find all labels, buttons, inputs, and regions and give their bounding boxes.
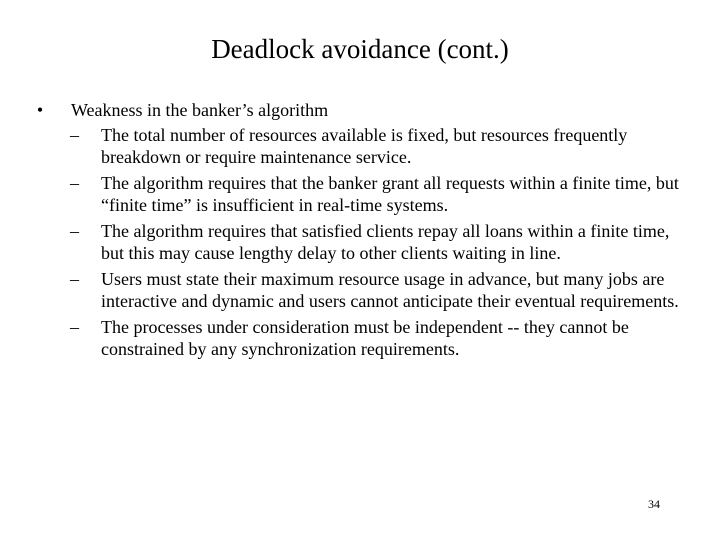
bullet-list [30, 99, 700, 364]
dash-marker: – [70, 220, 79, 241]
sub-bullet-text: The processes under consideration must be independent -- they cannot be constrained by any synchronization requirements. [101, 316, 629, 359]
sub-bullet-list [30, 124, 700, 361]
dash-marker: – [70, 268, 79, 289]
dash-marker: – [70, 172, 79, 193]
slide-title: Deadlock avoidance (cont.) [211, 34, 509, 64]
sub-bullet-repay-loans [30, 220, 691, 265]
main-bullet-text: Weakness in the banker’s algorithm [71, 100, 329, 120]
sub-bullet-maximum-usage [30, 268, 691, 313]
sub-bullet-independent-processes [30, 316, 691, 361]
sub-bullet-text: Users must state their maximum resource usage in advance, but many jobs are interactive and dynamic and users cannot anticipate their eventual requirements. [101, 268, 679, 311]
dash-marker: – [70, 124, 79, 145]
sub-bullet-finite-time [30, 172, 691, 217]
page-number: 34 [648, 497, 660, 511]
sub-bullet-text: The algorithm requires that the banker grant all requests within a finite time, but “finite time” is insufficient in real-time systems. [101, 172, 679, 215]
sub-bullet-text: The total number of resources available is fixed, but resources frequently breakdown or require maintenance service. [101, 124, 628, 167]
dash-marker: – [70, 316, 79, 337]
main-bullet [30, 99, 700, 122]
sub-bullet-text: The algorithm requires that satisfied clients repay all loans within a finite time, but this may cause lengthy delay to other clients waiting in line. [101, 220, 670, 263]
bullet-marker: • [36, 100, 44, 120]
sub-bullet-fixed-resources [30, 124, 691, 169]
